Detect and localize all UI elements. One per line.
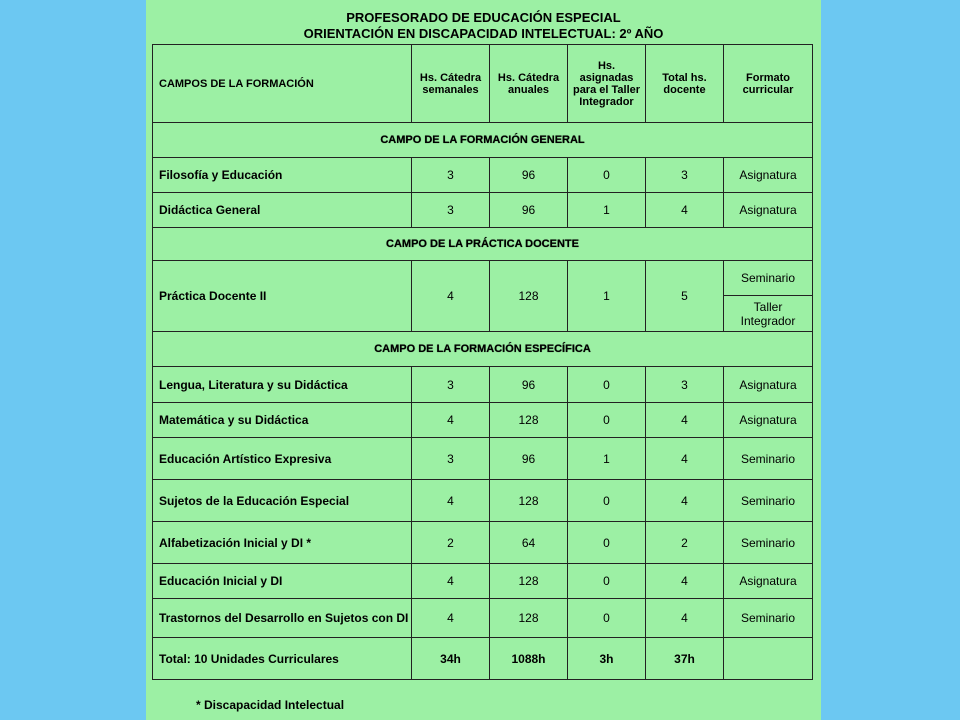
total-anuales: 1088h [490,638,568,680]
cell-formato: Asignatura [724,403,813,438]
cell-total: 4 [646,564,724,599]
section-row [153,332,813,367]
cell-total: 4 [646,599,724,638]
cell-anuales: 128 [490,599,568,638]
subject-name: Alfabetización Inicial y DI * [153,522,412,564]
section-especifica-title: CAMPO DE LA FORMACIÓN ESPECÍFICA [153,332,813,367]
document-title [146,10,821,42]
cell-anuales: 96 [490,193,568,228]
cell-total: 4 [646,403,724,438]
cell-taller: 1 [568,193,646,228]
table-row [153,158,813,193]
cell-taller: 0 [568,480,646,522]
cell-anuales: 96 [490,367,568,403]
cell-formato [724,261,813,332]
cell-total: 2 [646,522,724,564]
section-row [153,228,813,261]
cell-semanales: 2 [412,522,490,564]
curriculum-table [152,44,813,680]
cell-formato: Seminario [724,599,813,638]
cell-semanales: 3 [412,438,490,480]
header-anuales: Hs. Cátedra anuales [490,45,568,123]
table-row [153,564,813,599]
cell-taller: 1 [568,438,646,480]
document-page [146,0,821,720]
cell-semanales: 4 [412,564,490,599]
subject-name: Educación Inicial y DI [153,564,412,599]
cell-semanales: 4 [412,261,490,332]
cell-taller: 0 [568,522,646,564]
cell-total: 3 [646,367,724,403]
cell-anuales: 96 [490,158,568,193]
subject-name: Trastornos del Desarrollo en Sujetos con DI [153,599,412,638]
total-total: 37h [646,638,724,680]
cell-formato: Asignatura [724,367,813,403]
subject-name: Filosofía y Educación [153,158,412,193]
cell-semanales: 3 [412,367,490,403]
table-row [153,261,813,332]
cell-anuales: 128 [490,564,568,599]
subject-name: Lengua, Literatura y su Didáctica [153,367,412,403]
cell-anuales: 128 [490,403,568,438]
total-taller: 3h [568,638,646,680]
cell-semanales: 4 [412,480,490,522]
subject-name: Didáctica General [153,193,412,228]
header-row [153,45,813,123]
table-row [153,403,813,438]
table-row [153,193,813,228]
cell-total: 4 [646,193,724,228]
cell-total: 4 [646,438,724,480]
cell-anuales: 128 [490,261,568,332]
cell-formato: Seminario [724,438,813,480]
header-taller: Hs. asignadas para el Taller Integrador [568,45,646,123]
cell-formato: Seminario [724,522,813,564]
cell-semanales: 3 [412,158,490,193]
section-practica-title: CAMPO DE LA PRÁCTICA DOCENTE [153,228,813,261]
title-line-1: PROFESORADO DE EDUCACIÓN ESPECIAL [346,10,621,25]
cell-formato: Asignatura [724,564,813,599]
cell-semanales: 3 [412,193,490,228]
subject-name: Práctica Docente II [153,261,412,332]
cell-formato: Seminario [724,480,813,522]
cell-total: 3 [646,158,724,193]
total-semanales: 34h [412,638,490,680]
total-formato [724,638,813,680]
subject-name: Matemática y su Didáctica [153,403,412,438]
subject-name: Sujetos de la Educación Especial [153,480,412,522]
table-row [153,438,813,480]
table-row [153,522,813,564]
total-row [153,638,813,680]
cell-total: 4 [646,480,724,522]
header-total: Total hs. docente [646,45,724,123]
cell-anuales: 96 [490,438,568,480]
section-row [153,123,813,158]
cell-semanales: 4 [412,403,490,438]
total-label: Total: 10 Unidades Curriculares [153,638,412,680]
cell-formato: Asignatura [724,158,813,193]
header-campos: CAMPOS DE LA FORMACIÓN [153,45,412,123]
cell-total: 5 [646,261,724,332]
formato-split [724,261,812,331]
table-row [153,367,813,403]
cell-taller: 1 [568,261,646,332]
subject-name: Educación Artístico Expresiva [153,438,412,480]
header-semanales: Hs. Cátedra semanales [412,45,490,123]
section-general-title: CAMPO DE LA FORMACIÓN GENERAL [153,123,813,158]
table-row [153,599,813,638]
cell-taller: 0 [568,367,646,403]
cell-taller: 0 [568,403,646,438]
title-line-2: ORIENTACIÓN EN DISCAPACIDAD INTELECTUAL: 2º AÑO [303,26,664,41]
cell-anuales: 128 [490,480,568,522]
header-formato: Formato curricular [724,45,813,123]
cell-anuales: 64 [490,522,568,564]
formato-taller: Taller Integrador [740,299,796,328]
cell-semanales: 4 [412,599,490,638]
cell-taller: 0 [568,158,646,193]
footnote: * Discapacidad Intelectual [196,698,345,712]
cell-formato: Asignatura [724,193,813,228]
formato-seminario: Seminario [724,261,812,296]
cell-taller: 0 [568,599,646,638]
cell-taller: 0 [568,564,646,599]
table-row [153,480,813,522]
